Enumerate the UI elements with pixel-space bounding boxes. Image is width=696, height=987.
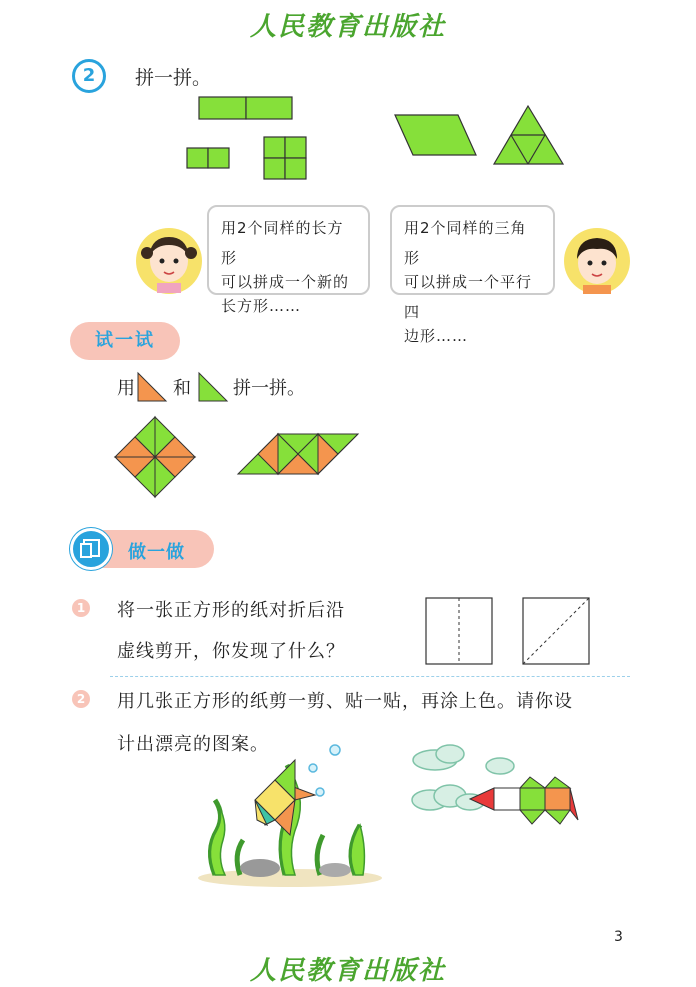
section-number: 2	[72, 59, 106, 93]
parallelogram	[395, 115, 476, 155]
question-1-badge: 1	[72, 599, 90, 617]
boy-bubble-line-2: 可以拼成一个平行四	[404, 273, 533, 321]
publisher-logo-header: 人民教育出版社	[249, 12, 446, 42]
orange-triangle-icon	[136, 371, 168, 403]
fish-seaweed-illustration	[195, 740, 390, 890]
square-tl	[264, 137, 285, 158]
rectangle-triangle-figures	[180, 92, 580, 182]
page-number: 3	[614, 929, 623, 945]
rect-combined-left	[199, 97, 246, 119]
square-tr	[285, 137, 306, 158]
small-rect-right	[208, 148, 229, 168]
publisher-logo-footer: 人民教育出版社	[249, 956, 446, 986]
rect-combined-right	[246, 97, 292, 119]
folded-square-figures	[422, 594, 597, 666]
section-title: 拼一拼。	[135, 67, 212, 89]
boy-bubble-line-1: 用2个同样的三角形	[404, 219, 527, 267]
question-1-line-2: 虚线剪开，你发现了什么？	[117, 641, 345, 662]
square-br	[285, 158, 306, 179]
divider	[110, 676, 630, 677]
boy-avatar	[561, 225, 633, 297]
girl-bubble-line-2: 可以拼成一个新的	[221, 273, 350, 291]
do-it-label: 做一做	[128, 542, 185, 563]
small-rect-left	[187, 148, 208, 168]
square-bl	[264, 158, 285, 179]
question-1-line-1: 将一张正方形的纸对折后沿	[117, 600, 345, 621]
plane-clouds-illustration	[410, 742, 595, 852]
try-prefix: 用	[117, 378, 135, 399]
try-it-label: 试一试	[70, 322, 180, 360]
question-2-line-1: 用几张正方形的纸剪一剪、贴一贴，再涂上色。请你设	[117, 691, 573, 712]
question-2-line-2: 计出漂亮的图案。	[117, 734, 269, 755]
question-2-badge: 2	[72, 690, 90, 708]
try-suffix: 拼一拼。	[233, 378, 305, 399]
notebook-icon	[70, 528, 112, 570]
girl-bubble-line-1: 用2个同样的长方形	[221, 219, 344, 267]
green-triangle-icon	[197, 371, 229, 403]
try-middle: 和	[173, 378, 191, 399]
girl-avatar	[133, 225, 205, 297]
triangle-tiling-figures	[110, 412, 370, 502]
girl-bubble-line-3: 长方形……	[221, 297, 302, 315]
boy-speech-bubble	[390, 205, 555, 345]
boy-bubble-line-3: 边形……	[404, 327, 469, 345]
girl-speech-bubble	[207, 205, 370, 315]
